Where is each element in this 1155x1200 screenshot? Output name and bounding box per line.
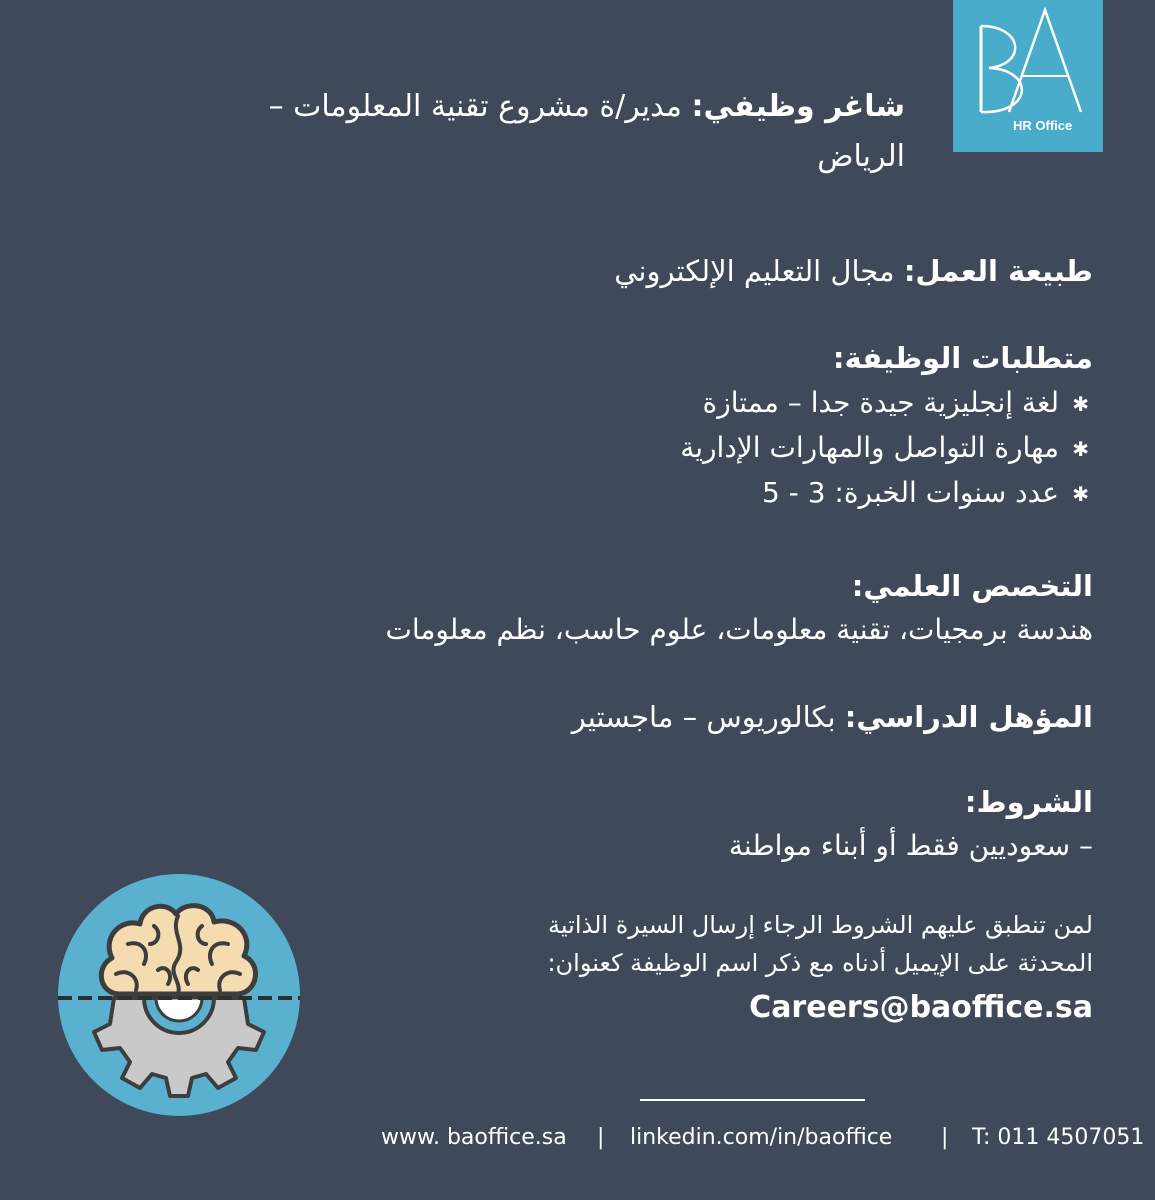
brain-gear-icon <box>58 874 300 1116</box>
apply-section <box>547 906 1093 1025</box>
work-nature-value: مجال التعليم الإلكتروني <box>614 254 895 288</box>
requirement-text: لغة إنجليزية جيدة جدا – ممتازة <box>702 386 1059 419</box>
work-nature-label: طبيعة العمل: <box>903 254 1093 288</box>
apply-line-2: المحدثة على الإيميل أدناه مع ذكر اسم الوظيفة كعنوان: <box>547 949 1093 977</box>
specialization-heading: التخصص العلمي: <box>851 569 1093 603</box>
footer-divider <box>640 1099 865 1101</box>
logo-caption: HR Office <box>1013 118 1073 133</box>
qualification <box>572 696 1093 738</box>
website-link[interactable]: www. baoffice.sa <box>381 1125 567 1150</box>
requirement-item <box>680 380 1093 425</box>
conditions-heading: الشروط: <box>964 785 1093 819</box>
job-title-text: مدير/ة مشروع تقنية المعلومات – الرياض <box>268 89 905 174</box>
qualification-label: المؤهل الدراسي: <box>844 700 1093 734</box>
footer <box>0 1125 1155 1161</box>
job-title-label: شاغر وظيفي: <box>691 89 905 124</box>
specialization-value: هندسة برمجيات، تقنية معلومات، علوم حاسب، نظم معلومات <box>385 613 1093 646</box>
apply-line-1: لمن تنطبق عليهم الشروط الرجاء إرسال السيرة الذاتية <box>548 911 1093 939</box>
ba-logo-icon <box>953 0 1103 152</box>
asterisk-icon: ✱ <box>1072 437 1089 461</box>
requirement-text: عدد سنوات الخبرة: 3 - 5 <box>761 476 1059 509</box>
conditions-item: – سعوديين فقط أو أبناء مواطنة <box>728 829 1093 862</box>
conditions-section <box>729 780 1093 868</box>
job-title <box>205 82 905 182</box>
footer-separator: | <box>941 1125 949 1150</box>
requirement-item <box>680 470 1093 515</box>
requirements-list <box>680 380 1093 515</box>
phone-number: T: 011 4507051 <box>972 1125 1145 1150</box>
asterisk-icon: ✱ <box>1072 392 1089 416</box>
linkedin-link[interactable]: linkedin.com/in/baoffice <box>630 1125 893 1150</box>
company-logo <box>953 0 1103 152</box>
footer-separator: | <box>597 1125 605 1150</box>
careers-email-link[interactable]: Careers@baoffice.sa <box>749 990 1093 1025</box>
requirement-text: مهارة التواصل والمهارات الإدارية <box>680 431 1059 464</box>
work-nature <box>614 250 1093 292</box>
requirement-item <box>680 425 1093 470</box>
asterisk-icon: ✱ <box>1072 482 1089 506</box>
qualification-value: بكالوريوس – ماجستير <box>571 700 836 734</box>
requirements-heading: متطلبات الوظيفة: <box>832 341 1093 375</box>
specialization-section <box>385 564 1093 652</box>
requirements-section <box>680 336 1093 515</box>
